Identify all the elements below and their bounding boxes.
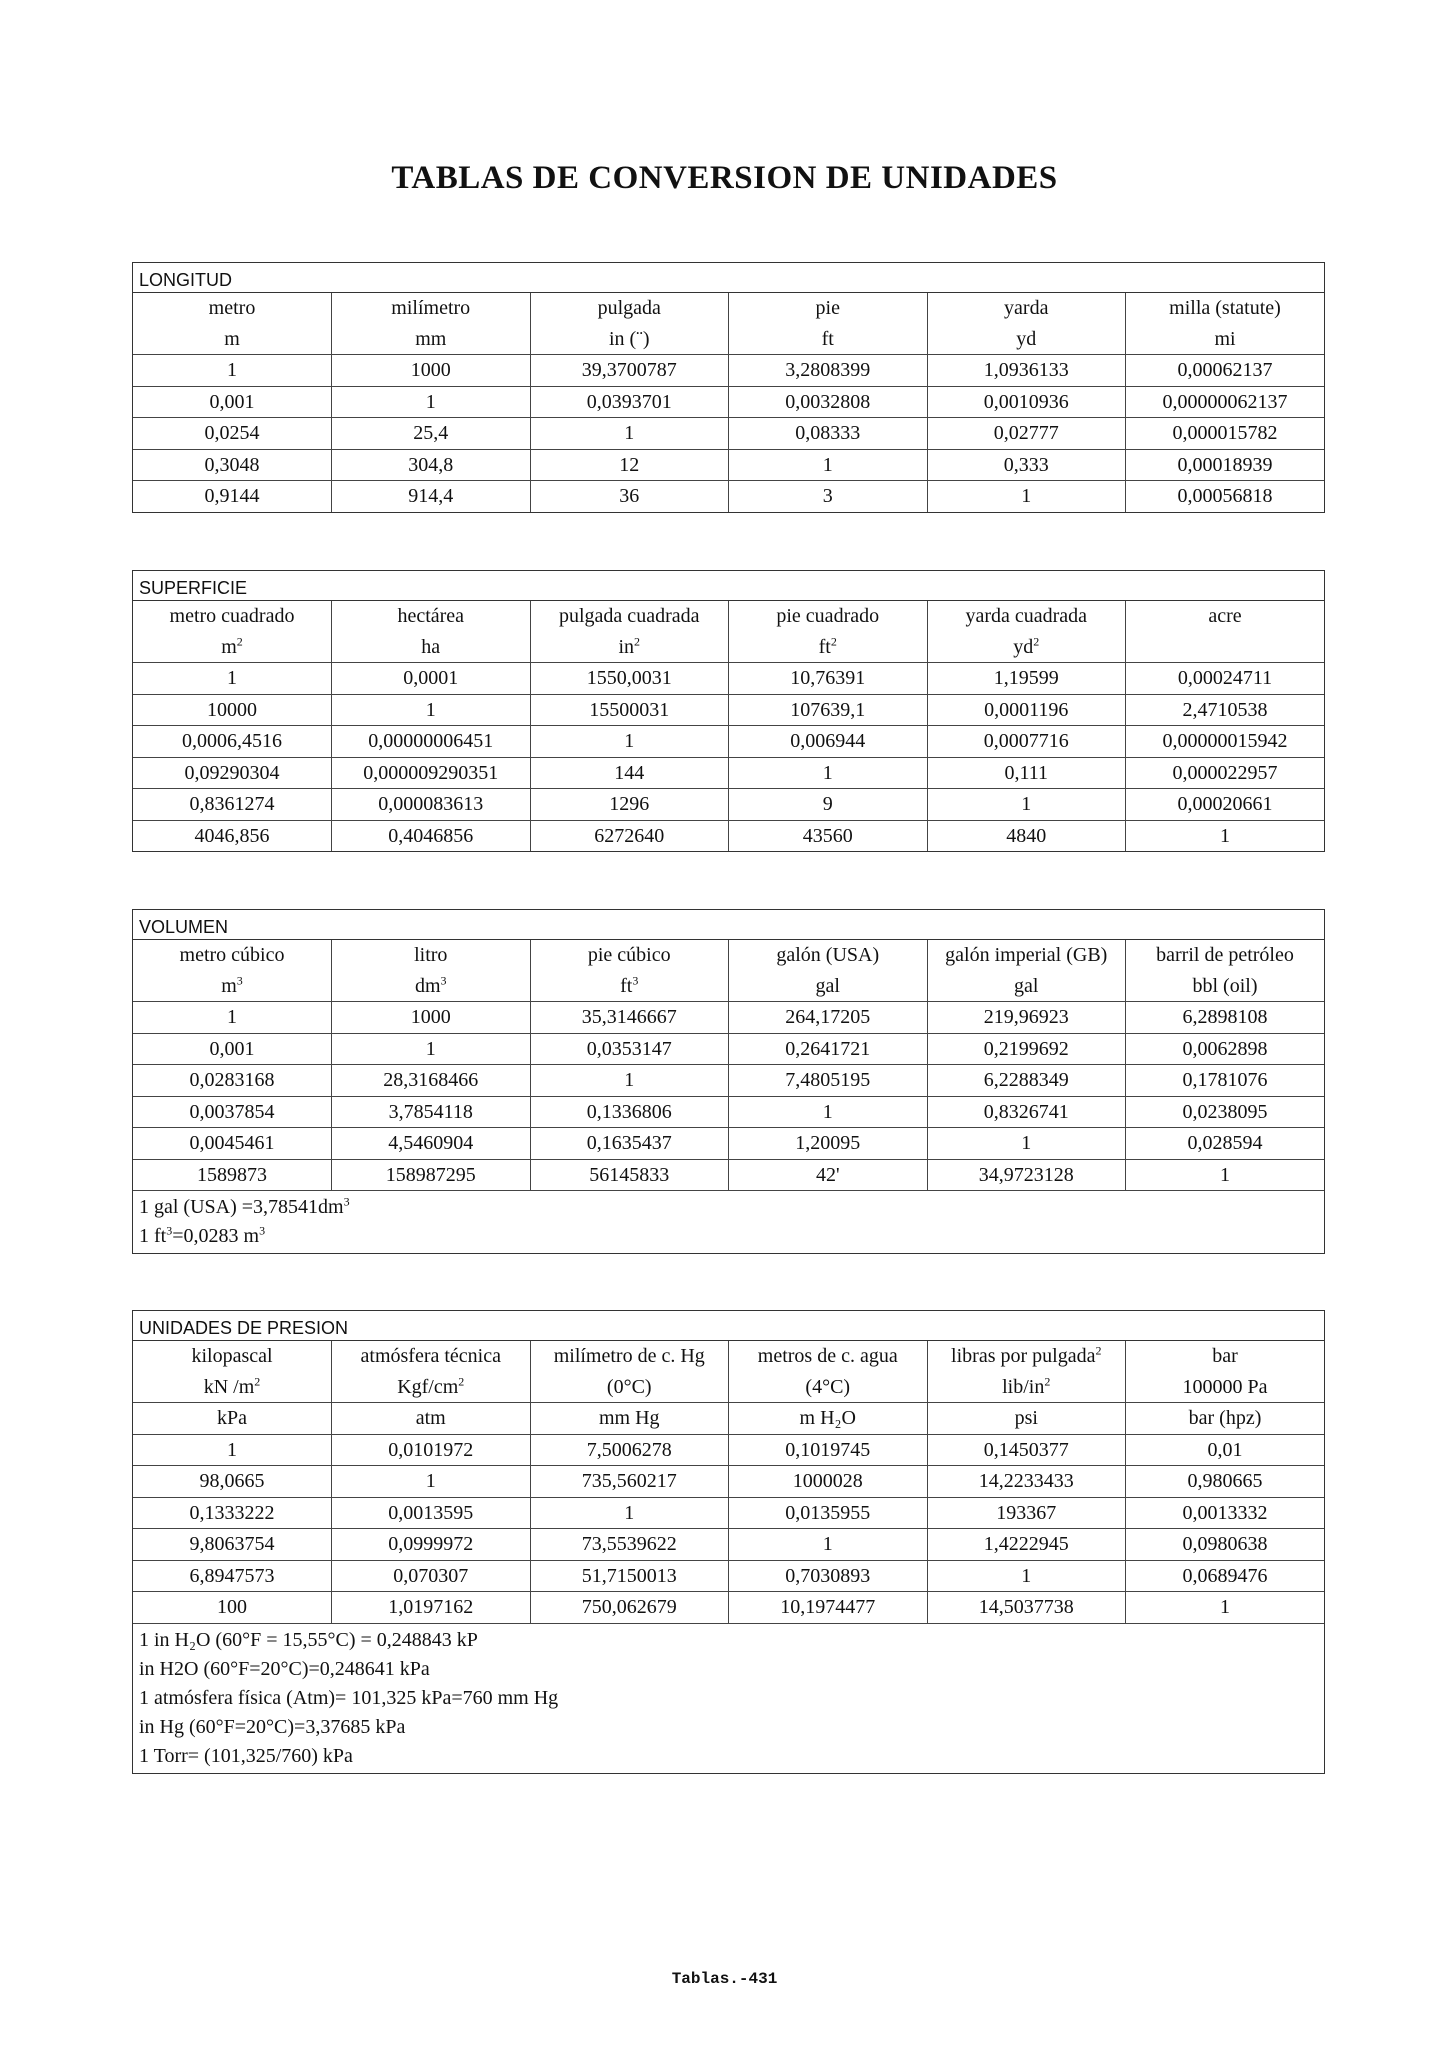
table-cell: 0,4046856 bbox=[332, 820, 531, 851]
table-cell: 1 bbox=[1126, 1159, 1325, 1190]
table-cell: 39,3700787 bbox=[530, 355, 729, 387]
table-cell: 0,0010936 bbox=[927, 386, 1126, 418]
table-cell: 0,001 bbox=[133, 1033, 332, 1065]
header-row bbox=[133, 971, 1324, 1002]
table-row bbox=[133, 418, 1324, 450]
table-cell: 56145833 bbox=[530, 1159, 729, 1190]
unit-cell: 100000 Pa bbox=[1126, 1372, 1325, 1403]
table-cell: 0,0007716 bbox=[927, 726, 1126, 758]
table-cell: 0,111 bbox=[927, 757, 1126, 789]
table-cell: 1 bbox=[332, 386, 531, 418]
table-cell: 6,2288349 bbox=[927, 1065, 1126, 1097]
unit-cell: yd bbox=[927, 324, 1126, 355]
table-row bbox=[133, 1529, 1324, 1561]
header-cell: pie bbox=[729, 293, 928, 324]
table-cell: 51,7150013 bbox=[530, 1560, 729, 1592]
table-cell: 3 bbox=[729, 481, 928, 512]
note-line: 1 Torr= (101,325/760) kPa bbox=[139, 1744, 353, 1767]
header-cell: libras por pulgada$^2$ bbox=[927, 1341, 1126, 1372]
unit-cell: kPa bbox=[133, 1403, 332, 1435]
table-cell: 735,560217 bbox=[530, 1466, 729, 1498]
volumen-table bbox=[133, 940, 1324, 1190]
table-cell: 1 bbox=[530, 418, 729, 450]
table-row bbox=[133, 1497, 1324, 1529]
table-cell: 1,4222945 bbox=[927, 1529, 1126, 1561]
superficie-table bbox=[133, 601, 1324, 851]
table-cell: 100 bbox=[217, 1596, 247, 1619]
table-cell: 3,2808399 bbox=[729, 355, 928, 387]
unit-cell: gal bbox=[927, 971, 1126, 1002]
table-cell: 1 bbox=[927, 481, 1126, 512]
table-cell: 42' bbox=[729, 1159, 928, 1190]
table-cell: 0,2199692 bbox=[927, 1033, 1126, 1065]
table-cell: 73,5539622 bbox=[530, 1529, 729, 1561]
table-row bbox=[133, 820, 1324, 851]
header-row bbox=[133, 324, 1324, 355]
table-cell: 1 bbox=[332, 1033, 531, 1065]
table-cell: 0,1336806 bbox=[530, 1096, 729, 1128]
table-body bbox=[133, 663, 1324, 852]
table-row bbox=[133, 1128, 1324, 1160]
header-cell: galón (USA) bbox=[729, 940, 928, 971]
table-cell: 35,3146667 bbox=[530, 1002, 729, 1034]
table-cell: 0,09290304 bbox=[133, 757, 332, 789]
table-body bbox=[133, 355, 1324, 512]
table-cell: 0,00062137 bbox=[1126, 355, 1325, 387]
header-cell: bar bbox=[1126, 1341, 1325, 1372]
table-cell: 1000 bbox=[332, 355, 531, 387]
table-cell: 0,00024711 bbox=[1126, 663, 1325, 695]
table-cell: 264,17205 bbox=[729, 1002, 928, 1034]
header-cell: yarda bbox=[927, 293, 1126, 324]
table-cell: 0,8361274 bbox=[133, 789, 332, 821]
presion-table bbox=[133, 1341, 1324, 1623]
table-cell: 0,0135955 bbox=[729, 1497, 928, 1529]
note-line: 1 gal $(USA) =3,78541dm^3$ bbox=[139, 1194, 350, 1218]
unit-cell: m bbox=[133, 324, 332, 355]
unit-cell: (4°C) bbox=[729, 1372, 928, 1403]
table-row bbox=[133, 1159, 1324, 1190]
table-row bbox=[133, 726, 1324, 758]
table-cell: 0,00000006451 bbox=[332, 726, 531, 758]
table-cell: 107639,1 bbox=[729, 694, 928, 726]
unit-cell: (0°C) bbox=[530, 1372, 729, 1403]
table-cell: 1 bbox=[729, 449, 928, 481]
table-cell: 0,08333 bbox=[729, 418, 928, 450]
header-row bbox=[133, 1341, 1324, 1372]
table-cell: 0,001 bbox=[133, 386, 332, 418]
unit-cell: $ft^3$ bbox=[530, 971, 729, 1002]
table-cell: 0,070307 bbox=[332, 1560, 531, 1592]
header-row bbox=[133, 293, 1324, 324]
table-row bbox=[133, 1560, 1324, 1592]
table-cell: 0,0999972 bbox=[332, 1529, 531, 1561]
table-cell: 15500031 bbox=[530, 694, 729, 726]
table-row bbox=[133, 481, 1324, 512]
header-row bbox=[133, 632, 1324, 663]
section-title: VOLUMEN bbox=[133, 910, 1324, 940]
table-cell: 0,1450377 bbox=[927, 1434, 1126, 1466]
table-cell: 0,0045461 bbox=[133, 1128, 332, 1160]
unit-cell: mi bbox=[1126, 324, 1325, 355]
table-cell: 98,0665 bbox=[133, 1466, 332, 1498]
table-row bbox=[133, 1033, 1324, 1065]
header-cell: hectárea bbox=[332, 601, 531, 632]
table-cell: 0,00000062137 bbox=[1126, 386, 1325, 418]
header-cell: pie cuadrado bbox=[729, 601, 928, 632]
unit-cell: ha bbox=[332, 632, 531, 663]
table-cell: 14,5037738 bbox=[927, 1592, 1126, 1623]
table-cell: 9,8063754 bbox=[133, 1529, 332, 1561]
table-cell: 0,0283168 bbox=[133, 1065, 332, 1097]
table-cell: 7,4805195 bbox=[729, 1065, 928, 1097]
table-cell: 1,19599 bbox=[927, 663, 1126, 695]
table-cell: 0,0032808 bbox=[729, 386, 928, 418]
table-cell: 0,0101972 bbox=[332, 1434, 531, 1466]
unit-cell: bar (hpz) bbox=[1126, 1403, 1325, 1435]
table-cell: 34,9723128 bbox=[927, 1159, 1126, 1190]
header-cell: milla (statute) bbox=[1126, 293, 1325, 324]
table-cell: 0,0062898 bbox=[1126, 1033, 1325, 1065]
table-cell: 0,0001 bbox=[332, 663, 531, 695]
table-cell: 914,4 bbox=[332, 481, 531, 512]
header-cell: litro bbox=[332, 940, 531, 971]
table-cell: 1,20095 bbox=[729, 1128, 928, 1160]
table-cell: 0,0037854 bbox=[133, 1096, 332, 1128]
unit-cell: $m^3$ bbox=[133, 971, 332, 1002]
table-row bbox=[133, 449, 1324, 481]
table-row bbox=[133, 1065, 1324, 1097]
table-cell: 1 bbox=[530, 1497, 729, 1529]
header-cell: atmósfera técnica bbox=[332, 1341, 531, 1372]
table-cell: 1 bbox=[133, 663, 332, 695]
table-cell: 0,3048 bbox=[133, 449, 332, 481]
table-cell: 0,00020661 bbox=[1126, 789, 1325, 821]
header-cell: metros de c. agua bbox=[729, 1341, 928, 1372]
section-volumen bbox=[132, 909, 1325, 1254]
table-cell: 28,3168466 bbox=[332, 1065, 531, 1097]
table-cell: 1 bbox=[927, 789, 1126, 821]
unit-cell: kN $/m^2$ bbox=[133, 1372, 332, 1403]
unit-cell: bbl (oil) bbox=[1126, 971, 1325, 1002]
table-cell: 144 bbox=[530, 757, 729, 789]
header-cell: milímetro de c. Hg bbox=[530, 1341, 729, 1372]
notes bbox=[133, 1190, 1324, 1253]
table-cell: 0,333 bbox=[927, 449, 1126, 481]
table-cell: 9 bbox=[729, 789, 928, 821]
unit-cell: lib/$in^2$ bbox=[927, 1372, 1126, 1403]
table-cell: 0,0393701 bbox=[530, 386, 729, 418]
header-cell: barril de petróleo bbox=[1126, 940, 1325, 971]
table-cell: 7,5006278 bbox=[530, 1434, 729, 1466]
table-cell: 10000 bbox=[133, 694, 332, 726]
note-line: 1 atmósfera física (Atm)= 101,325 kPa=760 mm Hg bbox=[139, 1686, 559, 1709]
table-cell: 0,0013595 bbox=[332, 1497, 531, 1529]
table-cell: 1 bbox=[133, 1434, 332, 1466]
table-cell: 750,062679 bbox=[530, 1592, 729, 1623]
note-line: 1 in H₂O (60°F = 15,55°C) = 0,248843 kP bbox=[139, 1628, 478, 1651]
section-presion bbox=[132, 1310, 1325, 1774]
table-cell: 0,9144 bbox=[204, 485, 260, 508]
table-cell: 1 bbox=[133, 355, 332, 387]
table-cell: 1000 bbox=[332, 1002, 531, 1034]
unit-cell: psi bbox=[927, 1403, 1126, 1435]
table-cell: 1 bbox=[729, 1096, 928, 1128]
table-cell: 0,000009290351 bbox=[332, 757, 531, 789]
table-cell: 6272640 bbox=[530, 820, 729, 851]
page-footer: Tablas.-431 bbox=[671, 1970, 778, 1988]
table-row bbox=[133, 1434, 1324, 1466]
table-row bbox=[133, 386, 1324, 418]
table-body bbox=[133, 1434, 1324, 1623]
table-row bbox=[133, 1002, 1324, 1034]
unit-cell: gal bbox=[729, 971, 928, 1002]
table-row bbox=[133, 694, 1324, 726]
page-title: TABLAS DE CONVERSION DE UNIDADES bbox=[391, 160, 1058, 196]
unit-cell: in (¨) bbox=[530, 324, 729, 355]
table-cell: 219,96923 bbox=[927, 1002, 1126, 1034]
unit-cell: $yd^2$ bbox=[927, 632, 1126, 663]
table-cell: 0,8326741 bbox=[927, 1096, 1126, 1128]
unit-cell: $dm^3$ bbox=[332, 971, 531, 1002]
table-row bbox=[133, 355, 1324, 387]
header-cell: milímetro bbox=[332, 293, 531, 324]
section-longitud bbox=[132, 262, 1325, 513]
table-cell: 0,00018939 bbox=[1126, 449, 1325, 481]
table-cell: 0,006944 bbox=[729, 726, 928, 758]
table-cell: 1 bbox=[927, 1560, 1126, 1592]
unit-cell: $ft^2$ bbox=[729, 632, 928, 663]
table-cell: 12 bbox=[530, 449, 729, 481]
table-cell: 1 bbox=[133, 1002, 332, 1034]
table-cell: 1,0197162 bbox=[332, 1592, 531, 1623]
table-cell: 0,0254 bbox=[133, 418, 332, 450]
header-cell: yarda cuadrada bbox=[927, 601, 1126, 632]
table-cell: 10,76391 bbox=[729, 663, 928, 695]
table-cell: 0,028594 bbox=[1126, 1128, 1325, 1160]
table-cell: 4,5460904 bbox=[332, 1128, 531, 1160]
table-cell: 0,7030893 bbox=[729, 1560, 928, 1592]
unit-cell: mm bbox=[332, 324, 531, 355]
table-cell: 158987295 bbox=[332, 1159, 531, 1190]
table-cell: 0,0689476 bbox=[1126, 1560, 1325, 1592]
table-cell: 1000028 bbox=[729, 1466, 928, 1498]
table-cell: 1 bbox=[729, 1529, 928, 1561]
table-cell: 0,1019745 bbox=[729, 1434, 928, 1466]
table-row bbox=[133, 757, 1324, 789]
longitud-table bbox=[133, 293, 1324, 512]
header-cell: metro cúbico bbox=[179, 944, 285, 967]
header-cell: pulgada cuadrada bbox=[530, 601, 729, 632]
table-cell: 1589873 bbox=[197, 1163, 267, 1186]
table-cell: 3,7854118 bbox=[332, 1096, 531, 1128]
table-row bbox=[133, 789, 1324, 821]
table-cell: 4840 bbox=[927, 820, 1126, 851]
table-cell: 0,1635437 bbox=[530, 1128, 729, 1160]
table-row bbox=[133, 663, 1324, 695]
table-cell: 0,1333222 bbox=[133, 1497, 332, 1529]
table-cell: 0,0353147 bbox=[530, 1033, 729, 1065]
table-cell: 1 bbox=[530, 726, 729, 758]
unit-cell: ft bbox=[729, 324, 928, 355]
table-cell: 10,1974477 bbox=[729, 1592, 928, 1623]
header-cell: pie cúbico bbox=[530, 940, 729, 971]
table-cell: 1 bbox=[1126, 1592, 1325, 1623]
table-cell: 2,4710538 bbox=[1126, 694, 1325, 726]
unit-cell: $m^2$ bbox=[133, 632, 332, 663]
table-cell: 43560 bbox=[729, 820, 928, 851]
table-cell: 6,2898108 bbox=[1126, 1002, 1325, 1034]
unit-cell bbox=[1126, 632, 1325, 663]
note-line: in Hg (60°F=20°C)=3,37685 kPa bbox=[139, 1715, 406, 1738]
table-cell: 0,0006,4516 bbox=[133, 726, 332, 758]
table-cell: 0,01 bbox=[1126, 1434, 1325, 1466]
table-cell: 0,00000015942 bbox=[1126, 726, 1325, 758]
table-cell: 1 bbox=[332, 1466, 531, 1498]
header-cell: metro bbox=[208, 297, 256, 320]
table-cell: 304,8 bbox=[332, 449, 531, 481]
header-row bbox=[133, 1403, 1324, 1435]
table-cell: 1 bbox=[530, 1065, 729, 1097]
note-line: 1 $ft^3=0,0283$ $m^3$ bbox=[139, 1223, 266, 1247]
header-cell: kilopascal bbox=[191, 1345, 273, 1368]
table-cell: 0,0013332 bbox=[1126, 1497, 1325, 1529]
table-cell: 193367 bbox=[927, 1497, 1126, 1529]
table-cell: 0,0980638 bbox=[1126, 1529, 1325, 1561]
table-cell: 1550,0031 bbox=[530, 663, 729, 695]
section-title: UNIDADES DE PRESION bbox=[133, 1311, 1324, 1341]
table-cell: 0,00056818 bbox=[1126, 481, 1325, 512]
table-cell: 0,000083613 bbox=[332, 789, 531, 821]
table-cell: 0,2641721 bbox=[729, 1033, 928, 1065]
table-cell: 14,2233433 bbox=[927, 1466, 1126, 1498]
header-cell: galón imperial (GB) bbox=[927, 940, 1126, 971]
section-title: LONGITUD bbox=[133, 263, 1324, 293]
unit-cell: $in^2$ bbox=[530, 632, 729, 663]
unit-cell: atm bbox=[332, 1403, 531, 1435]
note-line: in H2O (60°F=20°C)=0,248641 kPa bbox=[139, 1657, 430, 1680]
table-cell: 0,1781076 bbox=[1126, 1065, 1325, 1097]
unit-cell: m H₂O bbox=[729, 1403, 928, 1435]
table-row bbox=[133, 1096, 1324, 1128]
table-cell: 0,980665 bbox=[1126, 1466, 1325, 1498]
header-row bbox=[133, 1372, 1324, 1403]
header-cell: pulgada bbox=[530, 293, 729, 324]
table-cell: 4046,856 bbox=[194, 824, 270, 847]
table-cell: 25,4 bbox=[332, 418, 531, 450]
table-cell: 1 bbox=[332, 694, 531, 726]
table-body bbox=[133, 1002, 1324, 1191]
table-cell: 1 bbox=[927, 1128, 1126, 1160]
table-cell: 1296 bbox=[530, 789, 729, 821]
table-cell: 0,0238095 bbox=[1126, 1096, 1325, 1128]
table-cell: 36 bbox=[530, 481, 729, 512]
header-cell: metro cuadrado bbox=[169, 605, 295, 628]
table-cell: 0,000022957 bbox=[1126, 757, 1325, 789]
table-cell: 1,0936133 bbox=[927, 355, 1126, 387]
table-cell: 1 bbox=[729, 757, 928, 789]
section-title: SUPERFICIE bbox=[133, 571, 1324, 601]
unit-cell: Kgf/$cm^2$ bbox=[332, 1372, 531, 1403]
section-superficie bbox=[132, 570, 1325, 852]
table-row bbox=[133, 1592, 1324, 1623]
table-cell: 0,000015782 bbox=[1126, 418, 1325, 450]
table-cell: 1 bbox=[1126, 820, 1325, 851]
table-cell: 0,02777 bbox=[927, 418, 1126, 450]
unit-cell: mm Hg bbox=[530, 1403, 729, 1435]
header-cell: acre bbox=[1126, 601, 1325, 632]
notes bbox=[133, 1623, 1324, 1773]
header-row bbox=[133, 601, 1324, 632]
header-row bbox=[133, 940, 1324, 971]
table-row bbox=[133, 1466, 1324, 1498]
table-cell: 6,8947573 bbox=[133, 1560, 332, 1592]
table-cell: 0,0001196 bbox=[927, 694, 1126, 726]
